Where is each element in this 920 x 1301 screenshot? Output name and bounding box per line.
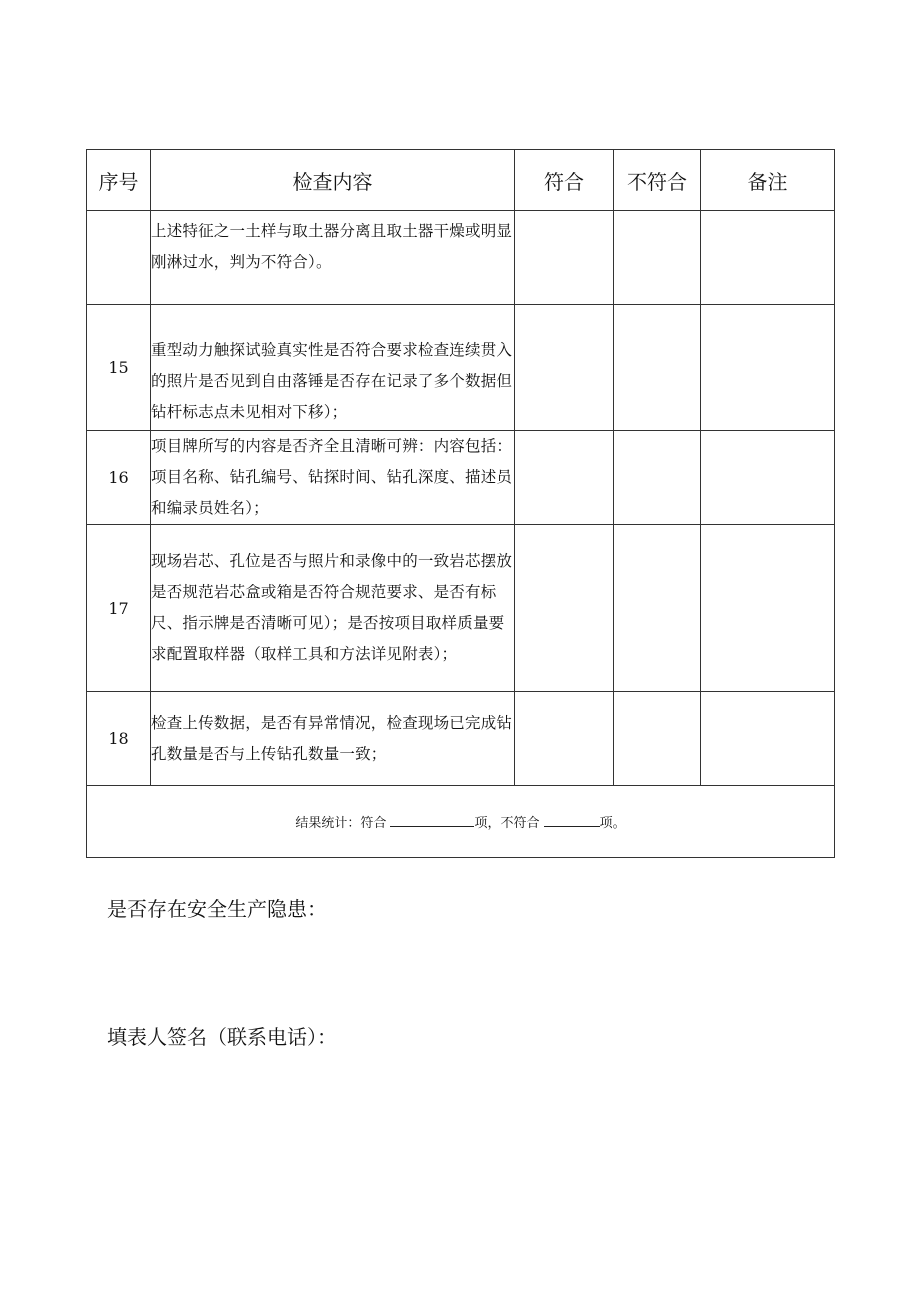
non-compliant-cell[interactable] <box>614 211 701 305</box>
compliant-cell[interactable] <box>515 211 614 305</box>
remarks-cell[interactable] <box>701 211 835 305</box>
remarks-cell[interactable] <box>701 692 835 786</box>
row-number <box>87 211 151 305</box>
row-content: 现场岩芯、孔位是否与照片和录像中的一致岩芯摆放是否规范岩芯盒或箱是否符合规范要求、是否有标尺、指示牌是否清晰可见）；是否按项目取样质量要求配置取样器（取样工具和方法详见附表）； <box>151 525 515 692</box>
row-number: 17 <box>87 525 151 692</box>
remarks-cell[interactable] <box>701 305 835 431</box>
signature-label: 填表人签名（联系电话）： <box>107 1025 337 1049</box>
non-compliant-cell[interactable] <box>614 525 701 692</box>
safety-hazard-label: 是否存在安全生产隐患： <box>107 897 327 921</box>
row-number: 16 <box>87 431 151 525</box>
table-header-row <box>87 150 835 211</box>
header-compliant: 符合 <box>515 150 614 211</box>
result-summary <box>87 786 835 858</box>
non-compliant-cell[interactable] <box>614 305 701 431</box>
compliant-cell[interactable] <box>515 431 614 525</box>
summary-row <box>87 786 835 858</box>
compliant-count-blank[interactable] <box>390 812 474 827</box>
inspection-table <box>86 149 835 858</box>
table-row <box>87 211 835 305</box>
table-row <box>87 305 835 431</box>
compliant-cell[interactable] <box>515 692 614 786</box>
row-content: 重型动力触探试验真实性是否符合要求检查连续贯入的照片是否见到自由落锤是否存在记录了多个数据但钻杆标志点未见相对下移）； <box>151 305 515 431</box>
header-non-compliant: 不符合 <box>614 150 701 211</box>
row-number: 18 <box>87 692 151 786</box>
row-content: 项目牌所写的内容是否齐全且清晰可辨：内容包括：项目名称、钻孔编号、钻探时间、钻孔深度、描述员和编录员姓名）； <box>151 431 515 525</box>
remarks-cell[interactable] <box>701 525 835 692</box>
header-serial-number: 序号 <box>87 150 151 211</box>
row-content: 上述特征之一土样与取土器分离且取土器干燥或明显刚淋过水，判为不符合）。 <box>151 211 515 305</box>
non-compliant-cell[interactable] <box>614 431 701 525</box>
summary-suffix: 项。 <box>599 816 626 831</box>
summary-prefix: 结果统计：符合 <box>295 816 387 831</box>
remarks-cell[interactable] <box>701 431 835 525</box>
header-remarks: 备注 <box>701 150 835 211</box>
table-row <box>87 525 835 692</box>
row-content: 检查上传数据，是否有异常情况，检查现场已完成钻孔数量是否与上传钻孔数量一致； <box>151 692 515 786</box>
summary-middle: 项，不符合 <box>474 816 540 831</box>
table-row <box>87 692 835 786</box>
non-compliant-count-blank[interactable] <box>544 812 600 827</box>
non-compliant-cell[interactable] <box>614 692 701 786</box>
header-check-content: 检查内容 <box>151 150 515 211</box>
row-number: 15 <box>87 305 151 431</box>
compliant-cell[interactable] <box>515 305 614 431</box>
table-row <box>87 431 835 525</box>
compliant-cell[interactable] <box>515 525 614 692</box>
